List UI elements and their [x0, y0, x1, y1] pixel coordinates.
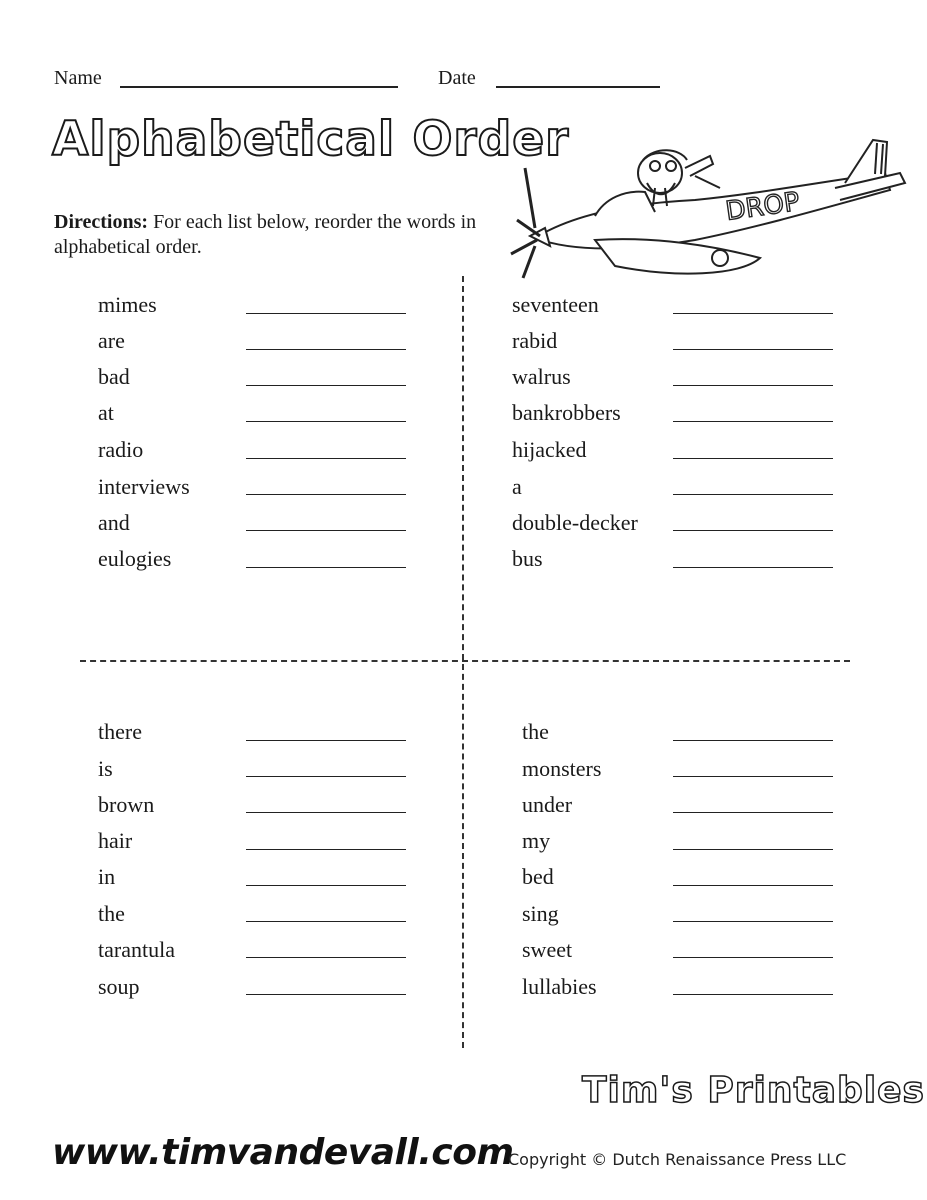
word-item: is — [98, 756, 113, 781]
answer-line[interactable] — [246, 349, 406, 350]
word-item: the — [522, 719, 549, 744]
vertical-divider — [462, 276, 464, 1048]
word-item: hijacked — [512, 437, 587, 462]
word-item: seventeen — [512, 292, 599, 317]
page-title: Alphabetical Order — [52, 112, 570, 167]
directions — [54, 210, 494, 260]
answer-line[interactable] — [673, 885, 833, 886]
answer-line[interactable] — [246, 740, 406, 741]
horizontal-divider — [80, 660, 850, 662]
date-field[interactable] — [496, 86, 660, 88]
airplane-illustration — [495, 128, 915, 288]
answer-line[interactable] — [673, 812, 833, 813]
answer-line[interactable] — [673, 957, 833, 958]
website-url[interactable]: www.timvandevall.com — [52, 1132, 514, 1173]
answer-line[interactable] — [246, 957, 406, 958]
answer-line[interactable] — [673, 458, 833, 459]
answer-line[interactable] — [246, 812, 406, 813]
answer-line[interactable] — [673, 740, 833, 741]
answer-line[interactable] — [246, 567, 406, 568]
answer-line[interactable] — [246, 494, 406, 495]
answer-line[interactable] — [246, 530, 406, 531]
answer-line[interactable] — [246, 776, 406, 777]
answer-line[interactable] — [673, 385, 833, 386]
word-item: sweet — [522, 937, 573, 962]
answer-line[interactable] — [673, 313, 833, 314]
word-item: and — [98, 510, 130, 535]
word-item: radio — [98, 437, 144, 462]
word-item: bad — [98, 364, 130, 389]
word-item: there — [98, 719, 142, 744]
word-item: hair — [98, 828, 133, 853]
word-item: bus — [512, 546, 543, 571]
answer-line[interactable] — [246, 885, 406, 886]
word-item: are — [98, 328, 125, 353]
answer-line[interactable] — [673, 849, 833, 850]
answer-line[interactable] — [246, 458, 406, 459]
directions-text: For each list below, reorder the words in alphabetical order. — [54, 211, 477, 258]
word-item: brown — [98, 792, 155, 817]
plane-label: DROP — [723, 186, 802, 227]
word-item: double-decker — [512, 510, 638, 535]
word-item: a — [512, 474, 522, 499]
answer-line[interactable] — [246, 849, 406, 850]
answer-line[interactable] — [246, 313, 406, 314]
answer-line[interactable] — [246, 421, 406, 422]
date-label: Date — [438, 67, 476, 89]
answer-line[interactable] — [673, 994, 833, 995]
answer-line[interactable] — [673, 530, 833, 531]
answer-line[interactable] — [246, 921, 406, 922]
word-item: in — [98, 864, 116, 889]
answer-line[interactable] — [246, 994, 406, 995]
word-item: lullabies — [522, 974, 597, 999]
word-item: bankrobbers — [512, 400, 621, 425]
word-item: mimes — [98, 292, 157, 317]
word-item: interviews — [98, 474, 190, 499]
word-item: monsters — [522, 756, 602, 781]
word-item: the — [98, 901, 125, 926]
word-item: at — [98, 400, 114, 425]
answer-line[interactable] — [673, 349, 833, 350]
brand-logo: Tim's Printables — [582, 1070, 925, 1111]
name-field[interactable] — [120, 86, 398, 88]
answer-line[interactable] — [246, 385, 406, 386]
answer-line[interactable] — [673, 776, 833, 777]
word-item: my — [522, 828, 551, 853]
name-label: Name — [54, 67, 102, 89]
word-item: sing — [522, 901, 559, 926]
answer-line[interactable] — [673, 567, 833, 568]
word-item: walrus — [512, 364, 571, 389]
answer-line[interactable] — [673, 494, 833, 495]
word-item: tarantula — [98, 937, 175, 962]
directions-label: Directions: — [54, 211, 149, 233]
word-item: bed — [522, 864, 554, 889]
word-item: soup — [98, 974, 140, 999]
answer-line[interactable] — [673, 921, 833, 922]
word-item: eulogies — [98, 546, 172, 571]
word-item: rabid — [512, 328, 558, 353]
word-item: under — [522, 792, 573, 817]
copyright-text: Copyright © Dutch Renaissance Press LLC — [508, 1150, 847, 1169]
answer-line[interactable] — [673, 421, 833, 422]
